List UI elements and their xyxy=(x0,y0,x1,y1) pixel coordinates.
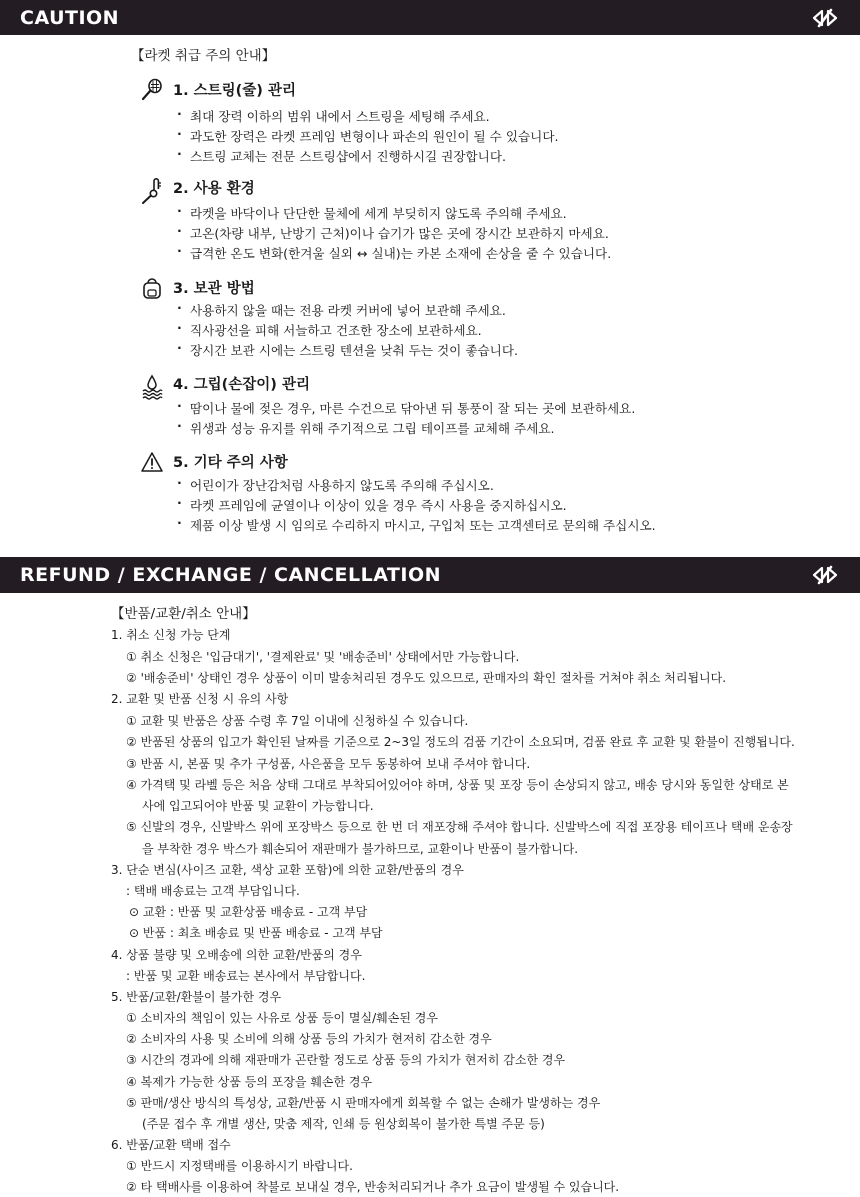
bullet-item: · 라켓을 바닥이나 단단한 물체에 세게 부딪히지 않도록 주의해 주세요. xyxy=(190,203,567,222)
bullet-item: · 급격한 온도 변화(한겨울 실외 ↔ 실내)는 카본 소재에 손상을 줄 수 있습니다. xyxy=(190,243,611,262)
section-title: 5. 기타 주의 사항 xyxy=(173,455,288,471)
caution-header-bar xyxy=(0,0,860,35)
refund-line: 4. 상품 불량 및 오배송에 의한 교환/반품의 경우 xyxy=(111,948,362,962)
bullet-item: · 스트링 교체는 전문 스트링샵에서 진행하시길 권장합니다. xyxy=(190,146,506,165)
brand-logo-icon xyxy=(810,565,840,585)
thermometer-icon xyxy=(140,176,164,204)
refund-line: ④ 복제가 가능한 상품 등의 포장을 훼손한 경우 xyxy=(126,1075,373,1089)
bullet-item: · 사용하지 않을 때는 전용 라켓 커버에 넣어 보관해 주세요. xyxy=(190,300,506,319)
caution-title: CAUTION xyxy=(20,6,120,29)
refund-header-bar xyxy=(0,557,860,593)
refund-line: ⑤ 판매/생산 방식의 특성상, 교환/반품 시 판매자에게 회복할 수 없는 손해가 발생하는 경우 xyxy=(126,1096,601,1110)
refund-line: 2. 교환 및 반품 신청 시 유의 사항 xyxy=(111,692,289,706)
bullet-item: · 직사광선을 피해 서늘하고 건조한 장소에 보관하세요. xyxy=(190,320,482,339)
refund-line: ⑤ 신발의 경우, 신발박스 위에 포장박스 등으로 한 번 더 재포장해 주셔야 합니다. 신발박스에 직접 포장용 테이프나 택배 운송장 xyxy=(126,820,793,834)
bullet-item: · 최대 장력 이하의 범위 내에서 스트링을 세팅해 주세요. xyxy=(190,106,490,125)
moisture-icon xyxy=(140,372,164,400)
refund-line: 6. 반품/교환 택배 접수 xyxy=(111,1138,231,1152)
refund-line: ① 취소 신청은 '입금대기', '결제완료' 및 '배송준비' 상태에서만 가능합니다. xyxy=(126,650,520,664)
refund-line: 1. 취소 신청 가능 단계 xyxy=(111,628,231,642)
refund-line: ① 소비자의 책임이 있는 사유로 상품 등이 멸실/훼손된 경우 xyxy=(126,1011,438,1025)
refund-line: 사에 입고되어야 반품 및 교환이 가능합니다. xyxy=(142,799,374,813)
refund-line: ⊙ 교환 : 반품 및 교환상품 배송료 - 고객 부담 xyxy=(129,905,368,919)
caution-heading: 【라켓 취급 주의 안내】 xyxy=(131,48,276,64)
section-title: 3. 보관 방법 xyxy=(173,281,255,297)
section-title: 1. 스트링(줄) 관리 xyxy=(173,83,296,99)
refund-line: ② 소비자의 사용 및 소비에 의해 상품 등의 가치가 현저히 감소한 경우 xyxy=(126,1032,492,1046)
bullet-item: · 위생과 성능 유지를 위해 주기적으로 그립 테이프를 교체해 주세요. xyxy=(190,418,555,437)
bullet-item: · 어린이가 장난감처럼 사용하지 않도록 주의해 주십시오. xyxy=(190,475,494,494)
refund-line: : 반품 및 교환 배송료는 본사에서 부담합니다. xyxy=(126,969,366,983)
bag-icon xyxy=(140,276,164,300)
refund-line: ① 교환 및 반품은 상품 수령 후 7일 이내에 신청하실 수 있습니다. xyxy=(126,714,469,728)
refund-line: ③ 반품 시, 본품 및 추가 구성품, 사은품을 모두 동봉하여 보내 주셔야 합니다. xyxy=(126,757,531,771)
refund-line: 을 부착한 경우 박스가 훼손되어 재판매가 불가하므로, 교환이나 반품이 불가합니다. xyxy=(142,842,579,856)
refund-line: : 택배 배송료는 고객 부담입니다. xyxy=(126,884,300,898)
bullet-item: · 과도한 장력은 라켓 프레임 변형이나 파손의 원인이 될 수 있습니다. xyxy=(190,126,559,145)
bullet-item: · 땀이나 물에 젖은 경우, 마른 수건으로 닦아낸 뒤 통풍이 잘 되는 곳에 보관하세요. xyxy=(190,398,635,417)
racket-icon xyxy=(140,78,164,102)
refund-line: ④ 가격택 및 라벨 등은 처음 상태 그대로 부착되어있어야 하며, 상품 및 포장 등이 손상되지 않고, 배송 당시와 동일한 상태로 본 xyxy=(126,778,789,792)
refund-line: ③ 시간의 경과에 의해 재판매가 곤란할 정도로 상품 등의 가치가 현저히 감소한 경우 xyxy=(126,1053,566,1067)
section-title: 4. 그립(손잡이) 관리 xyxy=(173,377,310,393)
refund-title: REFUND / EXCHANGE / CANCELLATION xyxy=(20,564,442,586)
refund-line: ② 반품된 상품의 입고가 확인된 날짜를 기준으로 2~3일 정도의 검품 기간이 소요되며, 검품 완료 후 교환 및 환불이 진행됩니다. xyxy=(126,735,795,749)
bullet-item: · 고온(차량 내부, 난방기 근처)이나 습기가 많은 곳에 장시간 보관하지 마세요. xyxy=(190,223,609,242)
refund-heading: 【반품/교환/취소 안내】 xyxy=(111,606,256,622)
refund-line: ② '배송준비' 상태인 경우 상품이 이미 발송처리된 경우도 있으므로, 판매자의 확인 절차를 거쳐야 취소 처리됩니다. xyxy=(126,671,727,685)
refund-line: (주문 접수 후 개별 생산, 맞춤 제작, 인쇄 등 원상회복이 불가한 특별 주문 등) xyxy=(142,1117,545,1131)
refund-line: ① 반드시 지정택배를 이용하시기 바랍니다. xyxy=(126,1159,353,1173)
refund-line: 5. 반품/교환/환불이 불가한 경우 xyxy=(111,990,282,1004)
refund-line: ⊙ 반품 : 최초 배송료 및 반품 배송료 - 고객 부담 xyxy=(129,926,383,940)
bullet-item: · 장시간 보관 시에는 스트링 텐션을 낮춰 두는 것이 좋습니다. xyxy=(190,340,518,359)
brand-logo-icon xyxy=(810,8,840,28)
section-title: 2. 사용 환경 xyxy=(173,181,255,197)
refund-line: ② 타 택배사를 이용하여 착불로 보내실 경우, 반송처리되거나 추가 요금이 발생될 수 있습니다. xyxy=(126,1180,620,1194)
refund-line: 3. 단순 변심(사이즈 교환, 색상 교환 포함)에 의한 교환/반품의 경우 xyxy=(111,863,464,877)
bullet-item: · 제품 이상 발생 시 임의로 수리하지 마시고, 구입처 또는 고객센터로 문의해 주십시오. xyxy=(190,515,656,534)
warning-icon xyxy=(140,450,164,474)
bullet-item: · 라켓 프레임에 균열이나 이상이 있을 경우 즉시 사용을 중지하십시오. xyxy=(190,495,567,514)
